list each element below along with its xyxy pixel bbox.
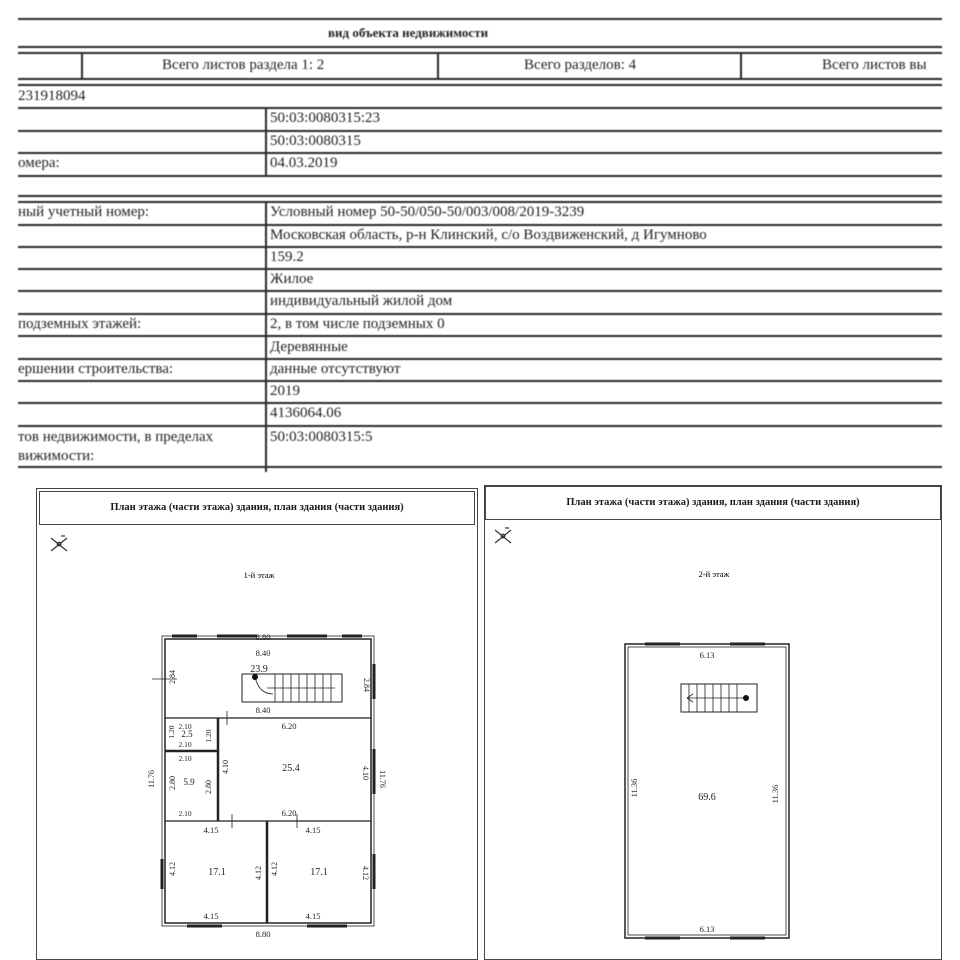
- floors: 2, в том числе подземных 0: [270, 316, 445, 332]
- dimension-label: 6.20: [281, 721, 297, 731]
- dimension-label: 11.36: [629, 778, 639, 798]
- dimension-label: 2.10: [178, 722, 192, 731]
- dimension-label: 4.10: [361, 766, 370, 780]
- dimension-label: 8.80: [255, 632, 271, 642]
- dimension-label: 4.12: [361, 866, 370, 880]
- within-objects-label-2: вижимости:: [18, 448, 95, 464]
- object-type-heading: вид объекта недвижимости: [328, 25, 489, 40]
- cadastral-value: 4136064.06: [270, 405, 342, 421]
- cadastral-quarter: 50:03:0080315: [270, 133, 361, 149]
- dimension-label: 69.6: [698, 792, 716, 803]
- extract-table: [0, 0, 960, 472]
- dimension-label: 6.13: [699, 924, 715, 934]
- dimension-label: 2.80: [168, 776, 177, 790]
- prior-number-label: ный учетный номер:: [18, 204, 150, 220]
- dimension-label: 2.80: [204, 780, 213, 794]
- dimension-label: 4.12: [270, 862, 279, 876]
- dimension-label: 4.15: [305, 825, 321, 835]
- dimension-label: 1.20: [204, 729, 213, 743]
- dimension-label: 8.40: [255, 648, 271, 658]
- floor-plan-1: [36, 488, 478, 960]
- sheets-total-cell: Всего листов вы: [822, 57, 927, 73]
- sections-total-cell: Всего разделов: 4: [524, 57, 637, 73]
- dimension-label: 23.9: [250, 664, 268, 675]
- plan-2-title: План этажа (части этажа) здания, план здания (части здания): [566, 497, 860, 508]
- dimension-label: 4.15: [203, 825, 219, 835]
- within-objects-label: тов недвижимости, в пределах: [18, 429, 214, 445]
- wall-material: Деревянные: [270, 339, 348, 355]
- compass-icon: [51, 536, 67, 551]
- assignment-date: 04.03.2019: [270, 155, 338, 171]
- dimension-label: 8.40: [255, 705, 271, 715]
- dimension-label: 2.84: [168, 670, 177, 684]
- dimension-label: 1.20: [167, 725, 176, 739]
- prior-number: Условный номер 50-50/050-50/003/008/2019-3239: [270, 204, 585, 220]
- address: Московская область, р-н Клинский, с/о Воздвиженский, д Игумново: [270, 227, 707, 243]
- dimension-label: 11.76: [378, 770, 387, 788]
- dimension-label: 8.80: [255, 929, 271, 939]
- dimension-label: 2.5: [181, 729, 193, 739]
- dimension-label: 17.1: [208, 867, 226, 878]
- floors-label: подземных этажей:: [18, 316, 142, 332]
- dimension-label: 25.4: [282, 763, 300, 774]
- completion: данные отсутствуют: [270, 361, 401, 377]
- dimension-label: 2.10: [178, 809, 192, 818]
- dimension-label: 11.76: [147, 770, 156, 788]
- dimension-label: 4.15: [203, 911, 219, 921]
- land-plot-number: 50:03:0080315:5: [270, 429, 373, 445]
- dimension-label: 17.1: [310, 867, 328, 878]
- plan-2-drawing: [485, 486, 941, 959]
- record-number: 231918094: [18, 88, 86, 104]
- completion-label: ершении строительства:: [18, 361, 174, 377]
- dimension-label: 4.12: [168, 862, 177, 876]
- plan-1-title: План этажа (части этажа) здания, план здания (части здания): [110, 502, 404, 513]
- cadastral-number: 50:03:0080315:23: [270, 110, 381, 126]
- dimension-label: 5.9: [183, 777, 195, 787]
- floor-2-label: 2-й этаж: [698, 569, 730, 579]
- floor-1-label: 1-й этаж: [243, 570, 275, 580]
- dimension-label: 2.84: [362, 678, 371, 692]
- plan-1-drawing: [37, 489, 477, 959]
- dimension-label: 6.20: [281, 808, 297, 818]
- dimension-label: 6.13: [699, 650, 715, 660]
- dimension-label: 4.12: [254, 866, 263, 880]
- floor-plan-2: [484, 485, 942, 960]
- assignment-date-label: омера:: [18, 155, 60, 171]
- year-built: 2019: [270, 383, 300, 399]
- dimension-label: 2.10: [178, 754, 192, 763]
- compass-icon: [495, 528, 511, 543]
- dimension-label: 4.15: [305, 911, 321, 921]
- area: 159.2: [270, 249, 304, 265]
- dimension-label: 2.10: [178, 740, 192, 749]
- dimension-label: 11.36: [770, 784, 780, 804]
- dimension-label: 4.10: [221, 760, 230, 774]
- building-name: индивидуальный жилой дом: [270, 293, 453, 309]
- sheets-section-cell: Всего листов раздела 1: 2: [162, 57, 325, 73]
- purpose: Жилое: [270, 271, 314, 287]
